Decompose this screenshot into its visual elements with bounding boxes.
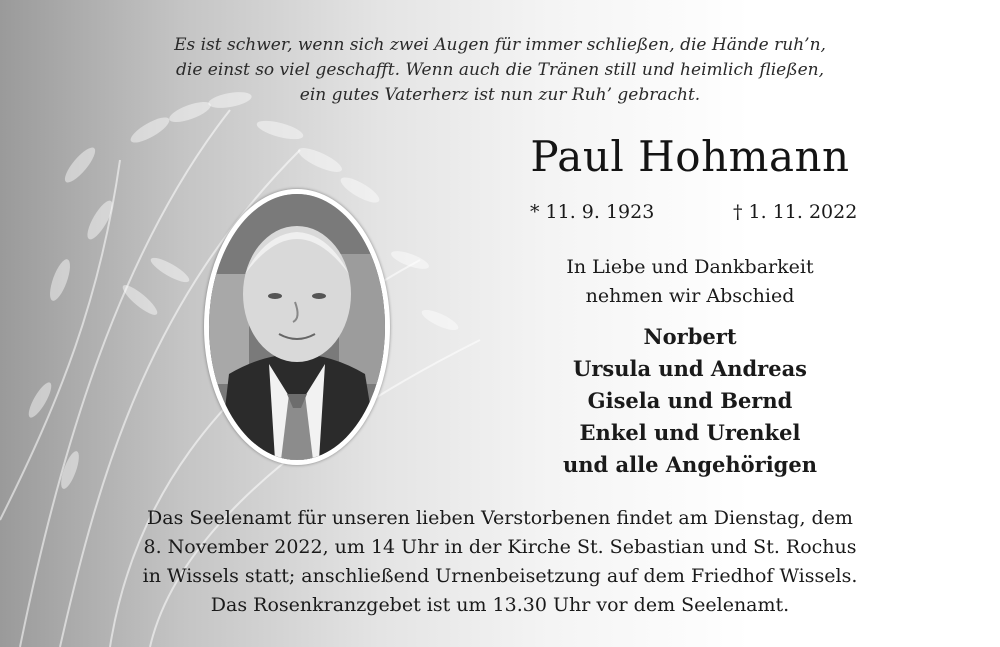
poem-line: ein gutes Vaterherz ist nun zur Ruh’ gebracht. xyxy=(299,85,701,105)
death-date: † 1. 11. 2022 xyxy=(733,201,858,223)
notice-line: 8. November 2022, um 14 Uhr in der Kirche St. Sebastian und St. Rochus xyxy=(143,536,857,558)
mourners-list xyxy=(480,321,900,481)
intro-line: In Liebe und Dankbarkeit xyxy=(566,256,814,278)
notice-line: in Wissels statt; anschließend Urnenbeisetzung auf dem Friedhof Wissels. xyxy=(142,565,858,587)
farewell-intro xyxy=(480,253,900,311)
mourner-name: Norbert xyxy=(643,324,737,349)
intro-line: nehmen wir Abschied xyxy=(585,285,795,307)
mourner-name: Ursula und Andreas xyxy=(573,356,807,381)
deceased-name: Paul Hohmann xyxy=(530,132,850,181)
birth-date: * 11. 9. 1923 xyxy=(530,201,655,223)
notice-line: Das Seelenamt für unseren lieben Verstorbenen findet am Dienstag, dem xyxy=(147,507,853,529)
memorial-poem xyxy=(130,33,870,108)
service-notice xyxy=(60,504,940,620)
mourner-name: Gisela und Bernd xyxy=(587,388,793,413)
poem-line: Es ist schwer, wenn sich zwei Augen für immer schließen, die Hände ruh’n, xyxy=(174,35,826,55)
mourner-name: Enkel und Urenkel xyxy=(579,420,801,445)
portrait-frame xyxy=(204,189,390,465)
portrait-photo xyxy=(209,194,385,460)
portrait-illustration xyxy=(209,194,385,460)
notice-line: Das Rosenkranzgebet ist um 13.30 Uhr vor dem Seelenamt. xyxy=(210,594,790,616)
mourner-name: und alle Angehörigen xyxy=(563,452,817,477)
poem-line: die einst so viel geschafft. Wenn auch die Tränen still und heimlich fließen, xyxy=(176,60,824,80)
